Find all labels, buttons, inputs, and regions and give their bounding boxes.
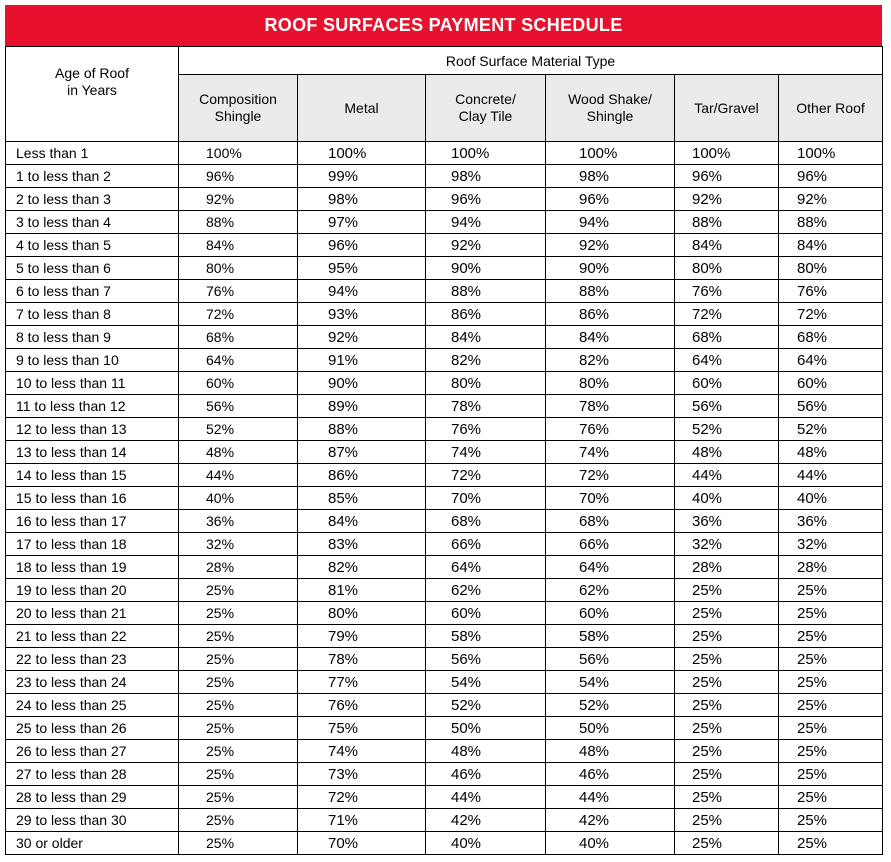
age-range-cell: 18 to less than 19 — [6, 556, 179, 579]
percentage-cell: 48% — [546, 740, 675, 763]
table-row — [6, 786, 883, 809]
table-row — [6, 533, 883, 556]
percentage-cell: 89% — [298, 395, 426, 418]
age-range-cell: 6 to less than 7 — [6, 280, 179, 303]
percentage-cell: 76% — [675, 280, 779, 303]
percentage-cell: 75% — [298, 717, 426, 740]
percentage-cell: 92% — [675, 188, 779, 211]
table-row — [6, 602, 883, 625]
percentage-cell: 77% — [298, 671, 426, 694]
age-range-cell: 11 to less than 12 — [6, 395, 179, 418]
table-row — [6, 694, 883, 717]
age-range-cell: 3 to less than 4 — [6, 211, 179, 234]
percentage-cell: 78% — [298, 648, 426, 671]
percentage-cell: 60% — [675, 372, 779, 395]
percentage-cell: 46% — [546, 763, 675, 786]
percentage-cell: 100% — [179, 142, 298, 165]
age-header-line-2: in Years — [67, 82, 117, 98]
table-row — [6, 556, 883, 579]
percentage-cell: 25% — [179, 740, 298, 763]
percentage-cell: 25% — [179, 648, 298, 671]
percentage-cell: 74% — [426, 441, 546, 464]
table-row — [6, 326, 883, 349]
age-range-cell: Less than 1 — [6, 142, 179, 165]
table-row — [6, 579, 883, 602]
percentage-cell: 96% — [426, 188, 546, 211]
percentage-cell: 92% — [546, 234, 675, 257]
table-row — [6, 234, 883, 257]
age-header-line-1: Age of Roof — [55, 65, 129, 81]
age-range-cell: 14 to less than 15 — [6, 464, 179, 487]
age-range-cell: 1 to less than 2 — [6, 165, 179, 188]
percentage-cell: 99% — [298, 165, 426, 188]
percentage-cell: 90% — [426, 257, 546, 280]
table-row — [6, 395, 883, 418]
percentage-cell: 68% — [675, 326, 779, 349]
percentage-cell: 90% — [546, 257, 675, 280]
percentage-cell: 25% — [779, 694, 883, 717]
column-header-other-roof — [779, 75, 883, 142]
age-range-cell: 5 to less than 6 — [6, 257, 179, 280]
percentage-cell: 25% — [179, 579, 298, 602]
table-row — [6, 441, 883, 464]
percentage-cell: 50% — [546, 717, 675, 740]
percentage-cell: 56% — [546, 648, 675, 671]
percentage-cell: 94% — [426, 211, 546, 234]
schedule-rows — [6, 142, 883, 855]
age-range-cell: 19 to less than 20 — [6, 579, 179, 602]
percentage-cell: 80% — [779, 257, 883, 280]
column-header-line: Tar/Gravel — [694, 99, 759, 116]
percentage-cell: 54% — [546, 671, 675, 694]
percentage-cell: 82% — [546, 349, 675, 372]
percentage-cell: 87% — [298, 441, 426, 464]
percentage-cell: 93% — [298, 303, 426, 326]
percentage-cell: 25% — [675, 671, 779, 694]
percentage-cell: 72% — [546, 464, 675, 487]
percentage-cell: 88% — [779, 211, 883, 234]
percentage-cell: 25% — [779, 809, 883, 832]
percentage-cell: 54% — [426, 671, 546, 694]
percentage-cell: 66% — [426, 533, 546, 556]
percentage-cell: 25% — [675, 625, 779, 648]
percentage-cell: 56% — [779, 395, 883, 418]
percentage-cell: 71% — [298, 809, 426, 832]
percentage-cell: 79% — [298, 625, 426, 648]
table-row — [6, 740, 883, 763]
percentage-cell: 64% — [779, 349, 883, 372]
table-row — [6, 257, 883, 280]
percentage-cell: 52% — [546, 694, 675, 717]
percentage-cell: 40% — [426, 832, 546, 855]
table-row — [6, 625, 883, 648]
table-row — [6, 188, 883, 211]
percentage-cell: 80% — [298, 602, 426, 625]
table-row — [6, 648, 883, 671]
percentage-cell: 88% — [298, 418, 426, 441]
percentage-cell: 68% — [779, 326, 883, 349]
age-range-cell: 16 to less than 17 — [6, 510, 179, 533]
percentage-cell: 44% — [779, 464, 883, 487]
table-row — [6, 211, 883, 234]
percentage-cell: 64% — [675, 349, 779, 372]
percentage-cell: 92% — [779, 188, 883, 211]
age-range-cell: 10 to less than 11 — [6, 372, 179, 395]
percentage-cell: 60% — [426, 602, 546, 625]
percentage-cell: 96% — [546, 188, 675, 211]
table-row — [6, 349, 883, 372]
percentage-cell: 100% — [546, 142, 675, 165]
table-row — [6, 142, 883, 165]
percentage-cell: 74% — [298, 740, 426, 763]
percentage-cell: 66% — [546, 533, 675, 556]
age-range-cell: 25 to less than 26 — [6, 717, 179, 740]
table-row — [6, 809, 883, 832]
percentage-cell: 83% — [298, 533, 426, 556]
column-header-line: Shingle — [214, 108, 262, 124]
percentage-cell: 98% — [298, 188, 426, 211]
percentage-cell: 88% — [179, 211, 298, 234]
percentage-cell: 48% — [179, 441, 298, 464]
percentage-cell: 25% — [675, 832, 779, 855]
percentage-cell: 70% — [298, 832, 426, 855]
table-row — [6, 303, 883, 326]
percentage-cell: 44% — [426, 786, 546, 809]
age-range-cell: 8 to less than 9 — [6, 326, 179, 349]
column-header-line: Clay Tile — [458, 108, 513, 124]
percentage-cell: 28% — [179, 556, 298, 579]
percentage-cell: 25% — [179, 717, 298, 740]
percentage-cell: 72% — [179, 303, 298, 326]
percentage-cell: 88% — [675, 211, 779, 234]
age-range-cell: 27 to less than 28 — [6, 763, 179, 786]
percentage-cell: 70% — [546, 487, 675, 510]
percentage-cell: 84% — [675, 234, 779, 257]
table-row — [6, 165, 883, 188]
percentage-cell: 25% — [675, 786, 779, 809]
percentage-cell: 84% — [426, 326, 546, 349]
percentage-cell: 97% — [298, 211, 426, 234]
column-header-line: Wood Shake/ — [568, 91, 652, 107]
percentage-cell: 76% — [179, 280, 298, 303]
percentage-cell: 25% — [779, 671, 883, 694]
percentage-cell: 68% — [426, 510, 546, 533]
percentage-cell: 84% — [179, 234, 298, 257]
percentage-cell: 100% — [779, 142, 883, 165]
percentage-cell: 25% — [179, 809, 298, 832]
percentage-cell: 25% — [179, 625, 298, 648]
percentage-cell: 25% — [675, 602, 779, 625]
percentage-cell: 91% — [298, 349, 426, 372]
percentage-cell: 82% — [298, 556, 426, 579]
percentage-cell: 78% — [426, 395, 546, 418]
percentage-cell: 25% — [179, 602, 298, 625]
percentage-cell: 25% — [779, 832, 883, 855]
age-range-cell: 29 to less than 30 — [6, 809, 179, 832]
table-row — [6, 464, 883, 487]
percentage-cell: 44% — [675, 464, 779, 487]
age-range-cell: 24 to less than 25 — [6, 694, 179, 717]
percentage-cell: 62% — [426, 579, 546, 602]
age-header — [6, 47, 179, 142]
age-range-cell: 12 to less than 13 — [6, 418, 179, 441]
column-header-line: Concrete/ — [455, 91, 516, 107]
table-row — [6, 763, 883, 786]
percentage-cell: 25% — [179, 786, 298, 809]
percentage-cell: 40% — [675, 487, 779, 510]
age-range-cell: 28 to less than 29 — [6, 786, 179, 809]
percentage-cell: 80% — [546, 372, 675, 395]
percentage-cell: 25% — [779, 740, 883, 763]
percentage-cell: 84% — [298, 510, 426, 533]
percentage-cell: 76% — [426, 418, 546, 441]
percentage-cell: 28% — [675, 556, 779, 579]
percentage-cell: 86% — [298, 464, 426, 487]
percentage-cell: 78% — [546, 395, 675, 418]
percentage-cell: 60% — [779, 372, 883, 395]
percentage-cell: 48% — [426, 740, 546, 763]
percentage-cell: 96% — [779, 165, 883, 188]
schedule-table — [5, 46, 883, 855]
age-range-cell: 21 to less than 22 — [6, 625, 179, 648]
percentage-cell: 25% — [779, 786, 883, 809]
percentage-cell: 76% — [779, 280, 883, 303]
percentage-cell: 40% — [546, 832, 675, 855]
percentage-cell: 64% — [426, 556, 546, 579]
age-range-cell: 7 to less than 8 — [6, 303, 179, 326]
percentage-cell: 58% — [546, 625, 675, 648]
percentage-cell: 100% — [675, 142, 779, 165]
percentage-cell: 76% — [298, 694, 426, 717]
percentage-cell: 25% — [779, 625, 883, 648]
percentage-cell: 72% — [298, 786, 426, 809]
payment-schedule — [5, 5, 882, 855]
percentage-cell: 60% — [546, 602, 675, 625]
percentage-cell: 25% — [179, 694, 298, 717]
percentage-cell: 84% — [546, 326, 675, 349]
percentage-cell: 96% — [675, 165, 779, 188]
age-range-cell: 22 to less than 23 — [6, 648, 179, 671]
percentage-cell: 25% — [675, 717, 779, 740]
percentage-cell: 36% — [675, 510, 779, 533]
percentage-cell: 92% — [426, 234, 546, 257]
column-header-tar-gravel — [675, 75, 779, 142]
percentage-cell: 100% — [426, 142, 546, 165]
percentage-cell: 48% — [675, 441, 779, 464]
percentage-cell: 90% — [298, 372, 426, 395]
percentage-cell: 88% — [426, 280, 546, 303]
percentage-cell: 82% — [426, 349, 546, 372]
percentage-cell: 72% — [675, 303, 779, 326]
percentage-cell: 48% — [779, 441, 883, 464]
age-range-cell: 13 to less than 14 — [6, 441, 179, 464]
percentage-cell: 52% — [179, 418, 298, 441]
percentage-cell: 70% — [426, 487, 546, 510]
table-row — [6, 832, 883, 855]
percentage-cell: 68% — [546, 510, 675, 533]
percentage-cell: 73% — [298, 763, 426, 786]
table-row — [6, 717, 883, 740]
percentage-cell: 25% — [179, 763, 298, 786]
table-row — [6, 372, 883, 395]
percentage-cell: 68% — [179, 326, 298, 349]
percentage-cell: 25% — [675, 648, 779, 671]
percentage-cell: 74% — [546, 441, 675, 464]
percentage-cell: 96% — [298, 234, 426, 257]
percentage-cell: 95% — [298, 257, 426, 280]
age-range-cell: 17 to less than 18 — [6, 533, 179, 556]
percentage-cell: 92% — [179, 188, 298, 211]
percentage-cell: 94% — [546, 211, 675, 234]
percentage-cell: 42% — [426, 809, 546, 832]
percentage-cell: 81% — [298, 579, 426, 602]
percentage-cell: 58% — [426, 625, 546, 648]
percentage-cell: 76% — [546, 418, 675, 441]
percentage-cell: 72% — [779, 303, 883, 326]
percentage-cell: 28% — [779, 556, 883, 579]
age-range-cell: 15 to less than 16 — [6, 487, 179, 510]
age-range-cell: 20 to less than 21 — [6, 602, 179, 625]
percentage-cell: 25% — [779, 763, 883, 786]
percentage-cell: 32% — [179, 533, 298, 556]
percentage-cell: 25% — [675, 579, 779, 602]
percentage-cell: 36% — [179, 510, 298, 533]
percentage-cell: 85% — [298, 487, 426, 510]
age-range-cell: 30 or older — [6, 832, 179, 855]
age-range-cell: 23 to less than 24 — [6, 671, 179, 694]
column-header-wood-shake-shingle — [546, 75, 675, 142]
percentage-cell: 52% — [675, 418, 779, 441]
percentage-cell: 25% — [675, 694, 779, 717]
percentage-cell: 98% — [546, 165, 675, 188]
percentage-cell: 62% — [546, 579, 675, 602]
table-row — [6, 671, 883, 694]
column-header-line: Metal — [344, 99, 379, 116]
percentage-cell: 64% — [546, 556, 675, 579]
table-row — [6, 487, 883, 510]
percentage-cell: 32% — [779, 533, 883, 556]
percentage-cell: 94% — [298, 280, 426, 303]
percentage-cell: 25% — [779, 579, 883, 602]
percentage-cell: 25% — [179, 832, 298, 855]
material-type-header: Roof Surface Material Type — [179, 47, 883, 75]
percentage-cell: 56% — [426, 648, 546, 671]
table-row — [6, 418, 883, 441]
percentage-cell: 50% — [426, 717, 546, 740]
percentage-cell: 25% — [675, 763, 779, 786]
percentage-cell: 80% — [426, 372, 546, 395]
age-range-cell: 26 to less than 27 — [6, 740, 179, 763]
percentage-cell: 56% — [675, 395, 779, 418]
percentage-cell: 98% — [426, 165, 546, 188]
percentage-cell: 72% — [426, 464, 546, 487]
percentage-cell: 40% — [779, 487, 883, 510]
percentage-cell: 92% — [298, 326, 426, 349]
percentage-cell: 46% — [426, 763, 546, 786]
percentage-cell: 88% — [546, 280, 675, 303]
column-header-concrete-clay-tile — [426, 75, 546, 142]
column-header-metal — [298, 75, 426, 142]
percentage-cell: 64% — [179, 349, 298, 372]
column-header-line: Shingle — [586, 108, 634, 124]
percentage-cell: 25% — [779, 648, 883, 671]
percentage-cell: 80% — [179, 257, 298, 280]
column-header-line: Other Roof — [796, 99, 865, 116]
percentage-cell: 25% — [779, 602, 883, 625]
percentage-cell: 25% — [179, 671, 298, 694]
percentage-cell: 44% — [546, 786, 675, 809]
percentage-cell: 86% — [426, 303, 546, 326]
percentage-cell: 42% — [546, 809, 675, 832]
percentage-cell: 52% — [779, 418, 883, 441]
table-row — [6, 280, 883, 303]
table-row — [6, 510, 883, 533]
percentage-cell: 44% — [179, 464, 298, 487]
percentage-cell: 60% — [179, 372, 298, 395]
column-header-line: Composition — [199, 91, 277, 107]
percentage-cell: 80% — [675, 257, 779, 280]
percentage-cell: 100% — [298, 142, 426, 165]
schedule-title: ROOF SURFACES PAYMENT SCHEDULE — [5, 5, 882, 46]
age-range-cell: 9 to less than 10 — [6, 349, 179, 372]
percentage-cell: 40% — [179, 487, 298, 510]
percentage-cell: 56% — [179, 395, 298, 418]
percentage-cell: 25% — [675, 740, 779, 763]
percentage-cell: 52% — [426, 694, 546, 717]
percentage-cell: 96% — [179, 165, 298, 188]
percentage-cell: 25% — [779, 717, 883, 740]
percentage-cell: 86% — [546, 303, 675, 326]
percentage-cell: 36% — [779, 510, 883, 533]
age-range-cell: 4 to less than 5 — [6, 234, 179, 257]
percentage-cell: 84% — [779, 234, 883, 257]
age-range-cell: 2 to less than 3 — [6, 188, 179, 211]
percentage-cell: 32% — [675, 533, 779, 556]
percentage-cell: 25% — [675, 809, 779, 832]
column-header-composition-shingle — [179, 75, 298, 142]
